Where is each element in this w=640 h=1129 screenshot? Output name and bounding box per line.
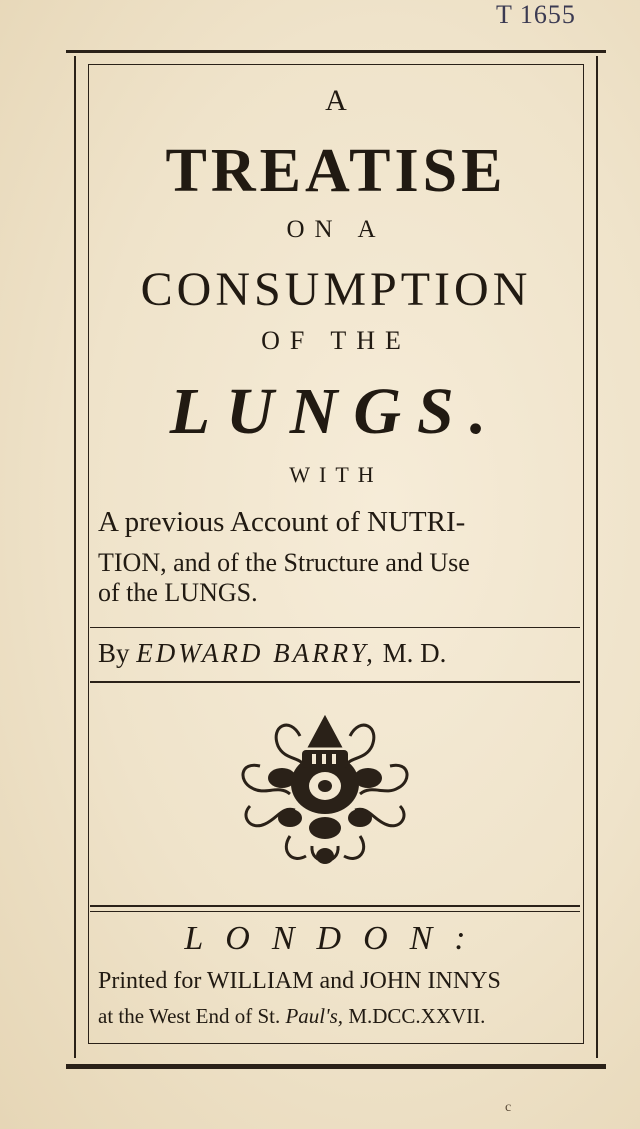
rule-above-imprint-thin: [90, 911, 580, 912]
title-lungs: LUNGS.: [169, 375, 503, 448]
imprint-pauls: Paul's,: [285, 1004, 344, 1028]
left-border-rule: [74, 56, 76, 1058]
shelfmark: T 1655: [496, 0, 576, 29]
rule-above-author: [90, 627, 580, 628]
subtitle-line-2: TION, and of the Structure and Use: [98, 548, 470, 577]
title-of-the: OF THE: [261, 326, 411, 355]
subtitle-line-3: of the LUNGS.: [98, 578, 258, 607]
title-treatise: TREATISE: [165, 137, 507, 205]
subtitle-line-1: A previous Account of NUTRI-: [98, 506, 466, 538]
right-border-rule: [596, 56, 598, 1058]
author-name: EDWARD BARRY,: [136, 638, 376, 668]
rule-below-author: [90, 681, 580, 683]
title-on-a: ON A: [286, 216, 386, 243]
imprint-date: M.DCC.XXVII.: [348, 1004, 486, 1028]
imprint-line-1: Printed for WILLIAM and JOHN INNYS: [98, 968, 501, 994]
imprint-place: LONDON:: [184, 920, 488, 957]
title-consumption: CONSUMPTION: [140, 263, 532, 316]
by-label: By: [98, 638, 130, 668]
author-line: [98, 638, 578, 669]
imprint-line-2: [98, 1004, 578, 1029]
imprint-location: at the West End of St.: [98, 1004, 281, 1028]
top-border-rule: [66, 50, 606, 53]
title-with: WITH: [289, 462, 383, 487]
author-degree: M. D.: [382, 638, 447, 668]
title-article: A: [325, 84, 347, 117]
bottom-border-rule: [66, 1064, 606, 1069]
printers-ornament-icon: [230, 706, 420, 876]
signature-mark: c: [505, 1100, 512, 1115]
rule-above-imprint: [90, 905, 580, 907]
